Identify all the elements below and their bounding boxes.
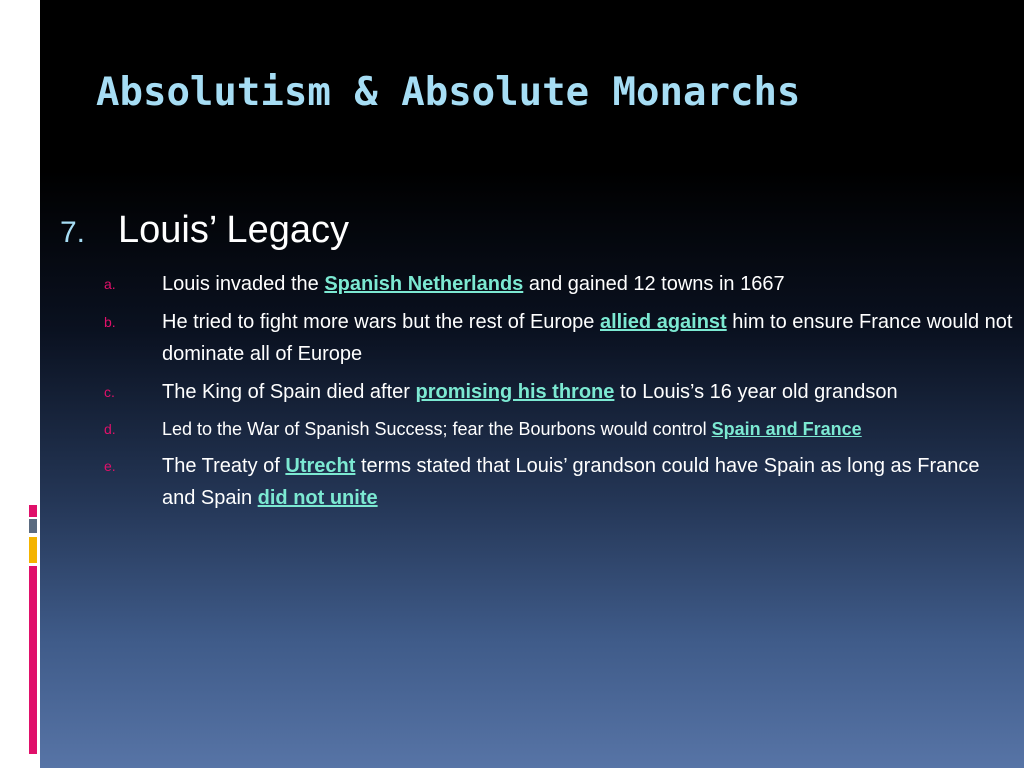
sub-item-marker: b.: [104, 314, 116, 330]
stripe-pink-top: [29, 505, 37, 517]
highlight-allied-against: allied against: [600, 311, 727, 333]
sub-item-text: He tried to fight more wars but the rest of Europe: [162, 311, 600, 333]
sub-item-list: [104, 268, 1014, 520]
sub-item-e: [104, 450, 1014, 514]
sub-item-text: to Louis’s 16 year old grandson: [614, 381, 898, 403]
sub-item-text: Led to the War of Spanish Success; fear the Bourbons would control: [162, 419, 712, 439]
sub-item-text: him to ensure France would not dominate all of Europe: [162, 311, 1013, 365]
stripe-yellow: [29, 537, 37, 563]
highlight-did-not-unite: did not unite: [257, 487, 378, 509]
main-item-number: 7.: [60, 216, 86, 249]
highlight-utrecht: Utrecht: [285, 455, 356, 477]
slide-title: Absolutism & Absolute Monarchs: [96, 70, 801, 115]
sub-item-text: terms stated that Louis’ grandson could have Spain as long as France and Spain: [162, 455, 980, 509]
highlight-promising-his-throne: promising his throne: [415, 381, 615, 403]
sub-item-a: [104, 268, 1014, 300]
sub-item-marker: d.: [104, 421, 116, 437]
sub-item-text: The Treaty of: [162, 455, 286, 477]
highlight-spanish-netherlands: Spanish Netherlands: [324, 273, 524, 295]
sub-item-text: and gained 12 towns in 1667: [523, 273, 785, 295]
main-list-item: [60, 209, 349, 252]
sub-item-marker: a.: [104, 276, 116, 292]
sub-item-c: [104, 376, 1014, 408]
sub-item-text: The King of Spain died after: [162, 381, 416, 403]
sub-item-text: Louis invaded the: [162, 273, 325, 295]
stripe-pink-long: [29, 566, 37, 754]
left-decorative-strip: [0, 0, 40, 768]
sub-item-b: [104, 306, 1014, 370]
sub-item-marker: c.: [104, 384, 115, 400]
stripe-gray: [29, 519, 37, 533]
sub-item-d: [104, 414, 1014, 444]
sub-item-marker: e.: [104, 458, 116, 474]
main-item-heading: Louis’ Legacy: [118, 209, 349, 251]
highlight-spain-and-france: Spain and France: [711, 419, 862, 439]
